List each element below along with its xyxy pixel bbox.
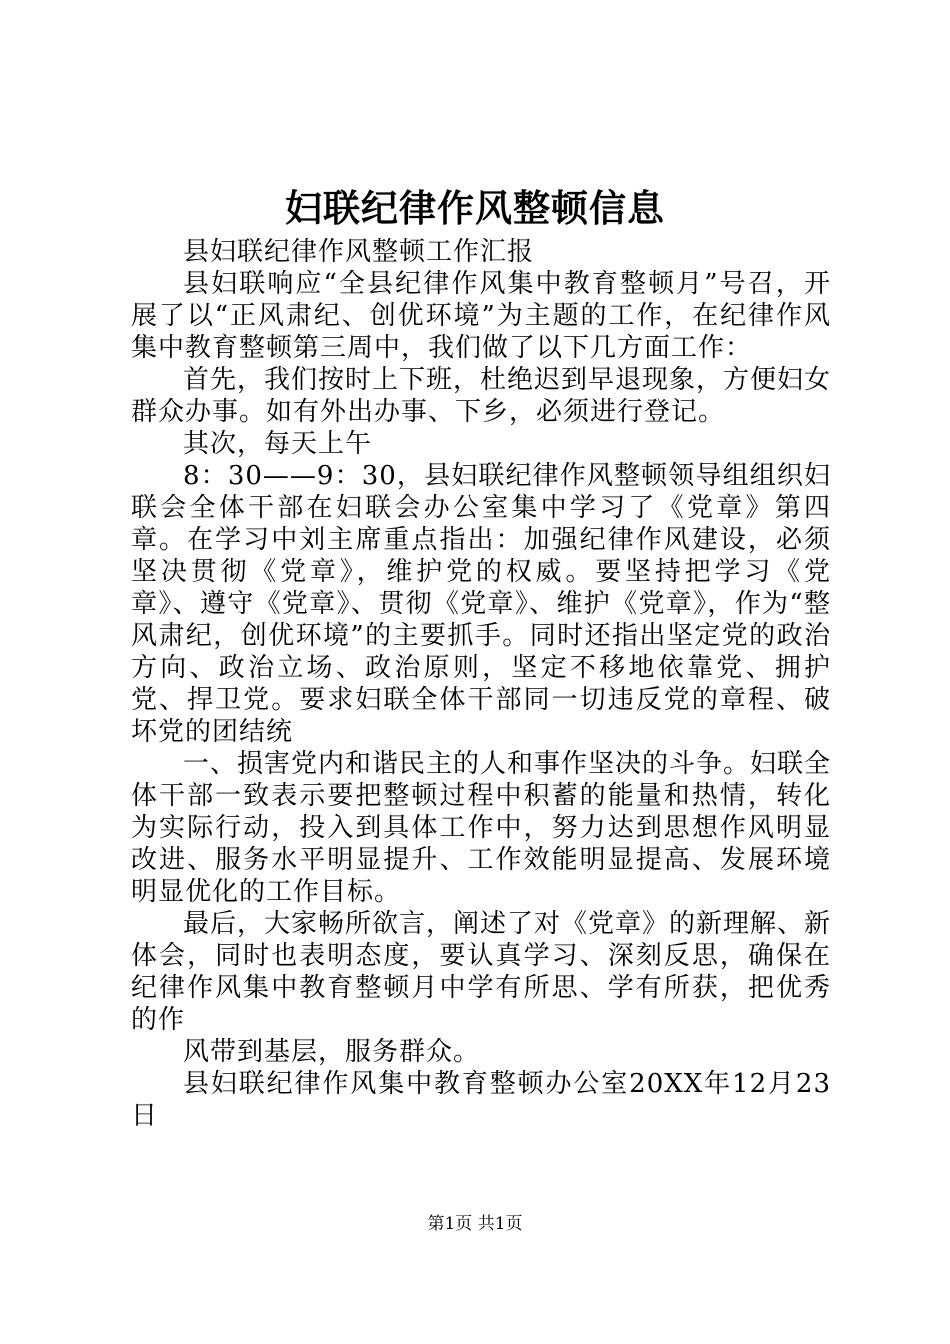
paragraph-first: 首先，我们按时上下班，杜绝迟到早退现象，方便妇女群众办事。如有外出办事、下乡，必须进行登记。	[131, 365, 832, 427]
paragraph-struggle: 一、损害党内和谐民主的人和事作坚决的斗争。妇联全体干部一致表示要把整顿过程中积蓄的能量和热情，转化为实际行动，投入到具体工作中，努力达到思想作风明显改进、服务水平明显提升、工作效能明显提高、发展环境明显优化的工作目标。	[131, 749, 832, 907]
paragraph-second-lead: 其次，每天上午	[183, 429, 373, 459]
paragraph-intro: 县妇联响应“全县纪律作风集中教育整顿月”号召，开展了以“正风肃纪、创优环境”为主题的工作，在纪律作风集中教育整顿第三周中，我们做了以下几方面工作：	[131, 269, 831, 363]
paragraph-second-body: 8：30——9：30，县妇联纪律作风整顿领导组组织妇联会全体干部在妇联会办公室集中学习了《党章》第四章。在学习中刘主席重点指出：加强纪律作风建设，必须坚决贯彻《党章》，维护党的权威。要坚持把学习《党章》、遵守《党章》、贯彻《党章》、维护《党章》，作为“整风肃纪，创优环境”的主要抓手。同时还指出坚定党的政治方向、政治立场、政治原则，坚定不移地依靠党、拥护党、捍卫党。要求妇联全体干部同一切违反党的章程、破坏党的团结统	[131, 461, 831, 747]
paragraph-signature: 县妇联纪律作风集中教育整顿办公室20XX年12月23日	[131, 1069, 831, 1131]
document-body	[131, 236, 831, 1132]
paragraph-report-heading: 县妇联纪律作风整顿工作汇报	[183, 237, 535, 267]
page-footer: 第1页 共1页	[427, 1214, 523, 1234]
paragraph-last-continued: 风带到基层，服务群众。	[183, 1037, 481, 1067]
document-title: 妇联纪律作风整顿信息	[285, 186, 665, 230]
paragraph-last: 最后，大家畅所欲言，阐述了对《党章》的新理解、新体会，同时也表明态度，要认真学习、深刻反思，确保在纪律作风集中教育整顿月中学有所思、学有所获，把优秀的作	[131, 909, 832, 1035]
